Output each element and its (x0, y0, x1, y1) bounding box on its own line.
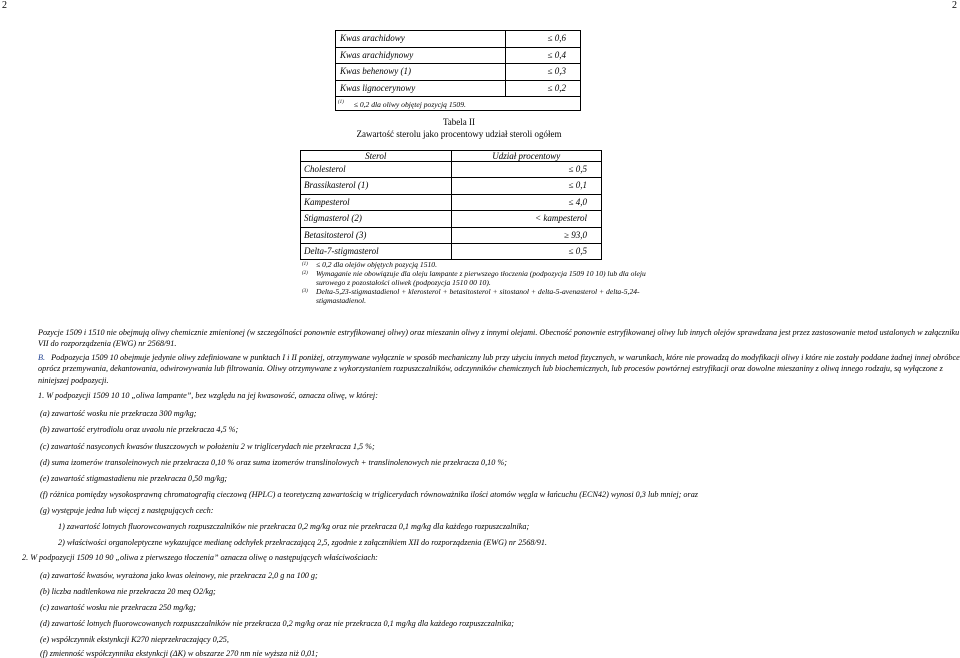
list-item: (c) zawartość nasyconych kwasów tłuszczowych w położeniu 2 w triglicerydach nie przekracza 1,5 %; (40, 442, 375, 451)
item-2-heading: 2. W podpozycji 1509 10 90 „oliwa z pierwszego tłoczenia” oznacza oliwę o następujących właściwościach: (22, 553, 378, 562)
list-item: (f) zmienność współczynnika ekstynkcji (ΔK) w obszarze 270 nm nie wyższa niż 0,01; (40, 649, 318, 658)
sub-list-item: 1) zawartość lotnych fluorowcowanych rozpuszczalników nie przekracza 0,2 mg/kg oraz nie przekracza 0,1 mg/kg dla każdego rozpuszczalnika; (58, 522, 530, 531)
list-item: (b) zawartość erytrodiolu oraz uvaolu nie przekracza 4,5 %; (40, 425, 239, 434)
sterol-value: ≤ 0,1 (451, 178, 602, 194)
acid-name: Kwas behenowy (1) (336, 64, 506, 81)
sterol-name: Cholesterol (301, 162, 452, 178)
paragraph-b (38, 352, 960, 386)
sterol-value: ≤ 0,5 (451, 162, 602, 178)
item-1-heading: 1. W podpozycji 1509 10 10 „oliwa lampante”, bez względu na jej kwasowość, oznacza oliwę, w której: (38, 391, 378, 400)
acid-value: ≤ 0,4 (505, 47, 580, 64)
sterol-name: Kampesterol (301, 194, 452, 210)
sterol-value: ≤ 0,5 (451, 244, 602, 260)
footnote (302, 269, 662, 287)
table-row (301, 211, 602, 227)
sterol-name: Brassikasterol (1) (301, 178, 452, 194)
list-item: (c) zawartość wosku nie przekracza 250 mg/kg; (40, 603, 196, 612)
footnote-mark: (3) (302, 289, 308, 294)
acid-value: ≤ 0,6 (505, 31, 580, 48)
table2-title: Tabela II (442, 117, 476, 127)
list-item: (d) zawartość lotnych fluorowcowanych rozpuszczalników nie przekracza 0,2 mg/kg oraz nie przekracza 0,1 mg/kg dla każdego rozpuszczalnika; (40, 619, 514, 628)
list-item: (a) zawartość wosku nie przekracza 300 mg/kg; (40, 409, 197, 418)
table2-footnotes (302, 260, 662, 305)
table-footnote-row (336, 97, 581, 111)
fatty-acid-table (335, 30, 581, 111)
table2-caption (300, 116, 618, 140)
list-item: (b) liczba nadtlenkowa nie przekracza 20 meq O2/kg; (40, 587, 216, 596)
footnote-mark: (2) (302, 271, 308, 276)
list-item: (e) zawartość stigmastadienu nie przekracza 0,50 mg/kg; (40, 474, 228, 483)
footnote-text: ≤ 0,2 dla olejów objętych pozycją 1510. (316, 260, 438, 269)
acid-name: Kwas arachidynowy (336, 47, 506, 64)
footnote-text: Delta-5,23-stigmastadienol + klerosterol + betasitosterol + sitostanol + delta-5-avenasterol + delta-5,24-stigmastadienol. (316, 287, 640, 305)
table-row (301, 162, 602, 178)
sterol-name: Betasitosterol (3) (301, 227, 452, 243)
column-header-sterol: Sterol (301, 151, 452, 162)
sterol-name: Stigmasterol (2) (301, 211, 452, 227)
list-item: (a) zawartość kwasów, wyrażona jako kwas oleinowy, nie przekracza 2,0 g na 100 g; (40, 571, 318, 580)
table-header-row (301, 151, 602, 162)
list-item: (g) występuje jedna lub więcej z następujących cech: (40, 506, 214, 515)
paragraph-pozycje: Pozycje 1509 i 1510 nie obejmują oliwy chemicznie zmienionej (w szczególności ponownie estryfikowanej oliwy) oraz mieszanin oliwy z innymi olejami. Obecność ponownie estryfikowanej oliwy lub innych olejów sprawdzana jest przez zastosowanie metod ustalonych w załączniku VII do rozporządzenia (EWG) nr 2568/91. (38, 328, 960, 349)
paragraph-b-text: Podpozycja 1509 10 obejmuje jedynie oliwy zdefiniowane w punktach I i II poniżej, otrzymywane wyłącznie w sposób mechaniczny lub przy użyciu innych metod fizycznych, w warunkach, które nie prowadzą do modyfikacji oliwy i które nie zostały poddane żadnej innej obróbce oprócz przemywania, dekantowania, odwirowywania lub filtrowania. Oliwy otrzymywane z wykorzystaniem rozpuszczalników, odczynników chemicznych lub biochemicznych, lub procesów powtórnej estryfikacji oraz dowolne mieszaniny z oliwą innego rodzaju, są wyłączone z niniejszej podpozycji. (38, 353, 960, 385)
footnote-mark: (1) (302, 262, 308, 267)
footnote (302, 287, 662, 305)
table-row (301, 244, 602, 260)
sub-list-item: 2) właściwości organoleptyczne wykazujące medianę odchyłek przekraczającą 2,5, zgodnie z załącznikiem XII do rozporządzenia (EWG) nr 2568/91. (58, 538, 547, 547)
sterol-value: ≤ 4,0 (451, 194, 602, 210)
column-header-udzial: Udział procentowy (451, 151, 602, 162)
table-row (336, 64, 581, 81)
page-number-left: 2 (2, 0, 7, 11)
table-row (301, 227, 602, 243)
acid-name: Kwas lignocerynowy (336, 80, 506, 97)
table-row (301, 178, 602, 194)
acid-value: ≤ 0,2 (505, 80, 580, 97)
footnote-text: ≤ 0,2 dla oliwy objętej pozycją 1509. (353, 99, 466, 109)
table-row (336, 47, 581, 64)
footnote-mark: (1) (338, 100, 344, 106)
list-item: (e) współczynnik ekstynkcji K270 nieprzekraczający 0,25, (40, 635, 229, 644)
page-number-right: 2 (952, 0, 957, 11)
list-item: (f) różnica pomiędzy wysokosprawną chromatografią cieczową (HPLC) a teoretyczną zawartością w triglicerydach równoważnika ilości atomów węgla w łańcuchu (ECN42) wynosi 0,3 lub mniej; oraz (40, 490, 698, 499)
table-row (336, 80, 581, 97)
footnote-text: Wymaganie nie obowiązuje dla oleju lampante z pierwszego tłoczenia (podpozycja 1509 10 10) lub dla oleju surowego z pozostałości oliwek (podpozycja 1510 00 10). (316, 269, 646, 287)
table2-subtitle: Zawartość sterolu jako procentowy udział steroli ogółem (356, 129, 562, 139)
footnote (302, 260, 662, 269)
paragraph-b-label: B. (38, 353, 46, 362)
acid-value: ≤ 0,3 (505, 64, 580, 81)
sterol-table (300, 150, 602, 260)
list-item: (d) suma izomerów transoleinowych nie przekracza 0,10 % oraz suma izomerów translinolowych + translinolenowych nie przekracza 0,10 %; (40, 458, 507, 467)
acid-name: Kwas arachidowy (336, 31, 506, 48)
sterol-name: Delta-7-stigmasterol (301, 244, 452, 260)
sterol-value: ≥ 93,0 (451, 227, 602, 243)
table-row (336, 31, 581, 48)
table-row (301, 194, 602, 210)
sterol-value: < kampesterol (451, 211, 602, 227)
